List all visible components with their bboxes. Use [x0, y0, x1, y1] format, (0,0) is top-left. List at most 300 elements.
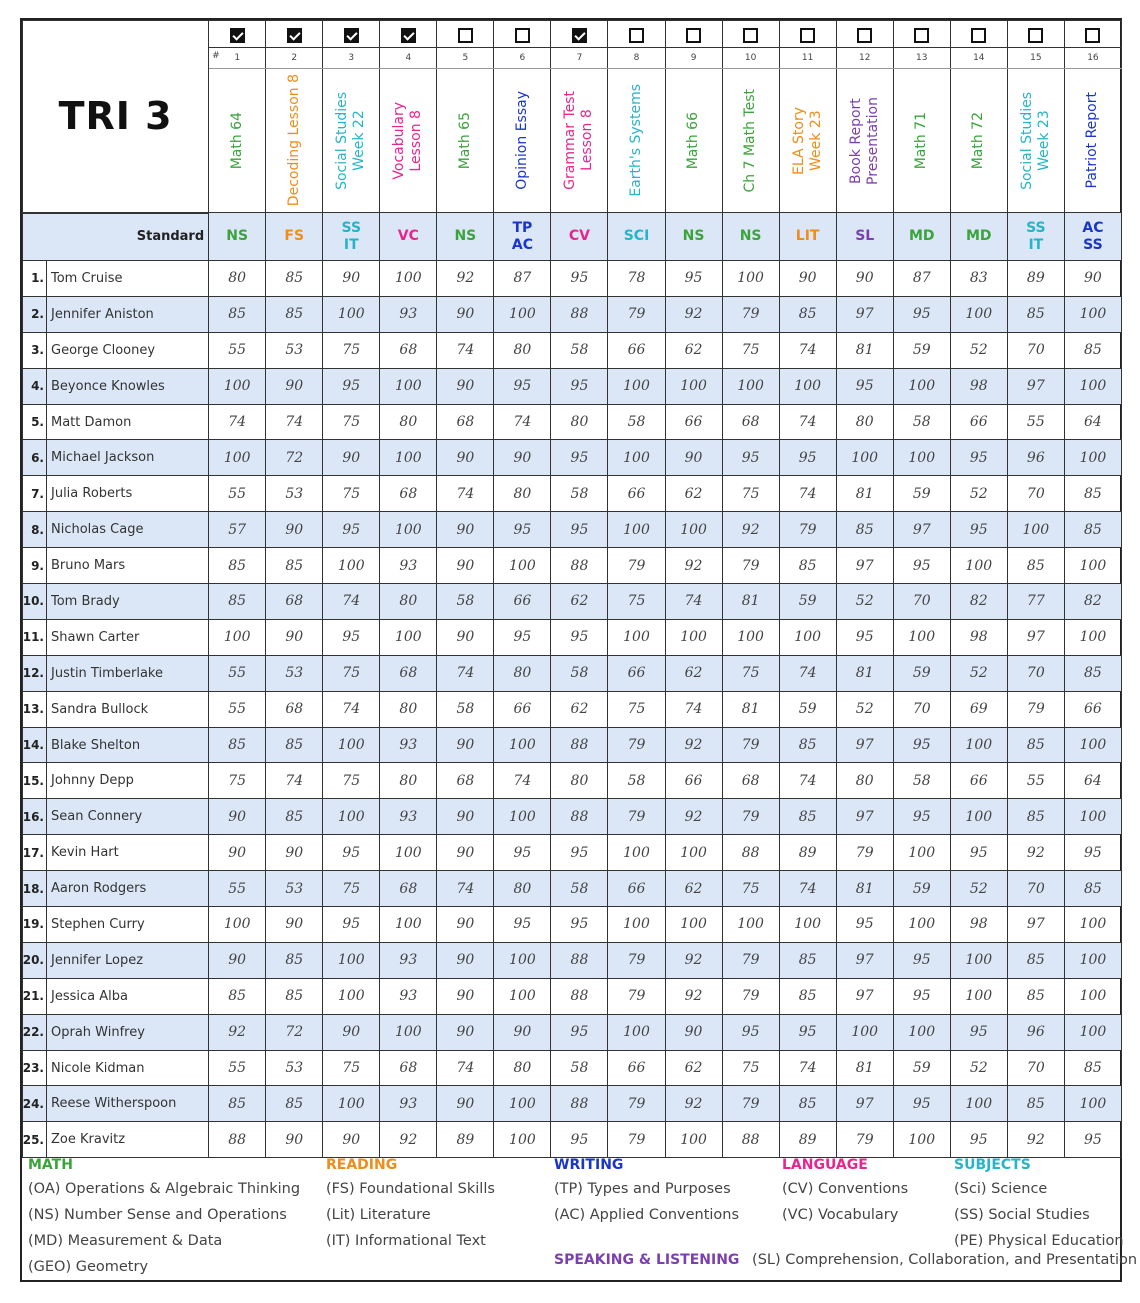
score-cell[interactable]: 90 [437, 978, 494, 1014]
score-cell[interactable]: 81 [722, 584, 779, 620]
score-cell[interactable]: 92 [665, 727, 722, 763]
score-cell[interactable]: 88 [209, 1122, 266, 1158]
score-cell[interactable]: 80 [494, 476, 551, 512]
score-cell[interactable]: 90 [209, 942, 266, 978]
score-cell[interactable]: 93 [380, 978, 437, 1014]
score-cell[interactable]: 85 [779, 799, 836, 835]
score-cell[interactable]: 74 [665, 691, 722, 727]
score-cell[interactable]: 100 [665, 907, 722, 943]
score-cell[interactable]: 85 [266, 1086, 323, 1122]
score-cell[interactable]: 58 [551, 871, 608, 907]
score-cell[interactable]: 92 [665, 799, 722, 835]
score-cell[interactable]: 100 [950, 942, 1007, 978]
score-cell[interactable]: 100 [836, 1014, 893, 1050]
score-cell[interactable]: 80 [836, 763, 893, 799]
score-cell[interactable]: 95 [494, 368, 551, 404]
score-cell[interactable]: 52 [950, 655, 1007, 691]
score-cell[interactable]: 53 [266, 1050, 323, 1086]
score-cell[interactable]: 58 [893, 404, 950, 440]
unchecked-checkbox[interactable] [1085, 28, 1100, 43]
score-cell[interactable]: 85 [1007, 978, 1064, 1014]
score-cell[interactable]: 100 [1064, 978, 1121, 1014]
score-cell[interactable]: 93 [380, 942, 437, 978]
score-cell[interactable]: 100 [893, 1122, 950, 1158]
score-cell[interactable]: 85 [1064, 655, 1121, 691]
score-cell[interactable]: 75 [323, 763, 380, 799]
score-cell[interactable]: 59 [893, 476, 950, 512]
score-cell[interactable]: 85 [266, 548, 323, 584]
score-cell[interactable]: 90 [437, 799, 494, 835]
score-cell[interactable]: 53 [266, 332, 323, 368]
score-cell[interactable]: 59 [779, 584, 836, 620]
score-cell[interactable]: 95 [836, 907, 893, 943]
score-cell[interactable]: 95 [494, 512, 551, 548]
score-cell[interactable]: 90 [779, 261, 836, 297]
score-cell[interactable]: 97 [836, 548, 893, 584]
score-cell[interactable]: 100 [494, 1122, 551, 1158]
score-cell[interactable]: 90 [437, 835, 494, 871]
score-cell[interactable]: 100 [950, 548, 1007, 584]
score-cell[interactable]: 90 [437, 548, 494, 584]
score-cell[interactable]: 100 [323, 548, 380, 584]
score-cell[interactable]: 53 [266, 871, 323, 907]
score-cell[interactable]: 100 [665, 368, 722, 404]
score-cell[interactable]: 75 [722, 476, 779, 512]
score-cell[interactable]: 58 [608, 763, 665, 799]
unchecked-checkbox[interactable] [800, 28, 815, 43]
score-cell[interactable]: 89 [779, 1122, 836, 1158]
score-cell[interactable]: 100 [1064, 907, 1121, 943]
score-cell[interactable]: 100 [779, 368, 836, 404]
score-cell[interactable]: 100 [608, 907, 665, 943]
score-cell[interactable]: 95 [893, 548, 950, 584]
unchecked-checkbox[interactable] [515, 28, 530, 43]
score-cell[interactable]: 95 [722, 1014, 779, 1050]
score-cell[interactable]: 75 [608, 691, 665, 727]
score-cell[interactable]: 100 [608, 440, 665, 476]
score-cell[interactable]: 100 [494, 1086, 551, 1122]
score-cell[interactable]: 79 [722, 799, 779, 835]
score-cell[interactable]: 74 [437, 332, 494, 368]
score-cell[interactable]: 79 [722, 727, 779, 763]
score-cell[interactable]: 88 [551, 799, 608, 835]
score-cell[interactable]: 100 [665, 835, 722, 871]
checked-checkbox[interactable] [572, 28, 587, 43]
score-cell[interactable]: 90 [266, 835, 323, 871]
score-cell[interactable]: 80 [551, 404, 608, 440]
score-cell[interactable]: 68 [266, 691, 323, 727]
score-cell[interactable]: 92 [380, 1122, 437, 1158]
score-cell[interactable]: 90 [266, 619, 323, 655]
score-cell[interactable]: 69 [950, 691, 1007, 727]
score-cell[interactable]: 89 [779, 835, 836, 871]
score-cell[interactable]: 100 [380, 368, 437, 404]
score-cell[interactable]: 66 [608, 476, 665, 512]
score-cell[interactable]: 79 [608, 1122, 665, 1158]
score-cell[interactable]: 81 [722, 691, 779, 727]
score-cell[interactable]: 90 [437, 942, 494, 978]
score-cell[interactable]: 80 [380, 404, 437, 440]
score-cell[interactable]: 89 [437, 1122, 494, 1158]
score-cell[interactable]: 100 [1064, 296, 1121, 332]
score-cell[interactable]: 85 [779, 296, 836, 332]
score-cell[interactable]: 85 [1064, 512, 1121, 548]
unchecked-checkbox[interactable] [629, 28, 644, 43]
score-cell[interactable]: 68 [380, 332, 437, 368]
score-cell[interactable]: 100 [665, 619, 722, 655]
score-cell[interactable]: 72 [266, 1014, 323, 1050]
score-cell[interactable]: 79 [608, 296, 665, 332]
score-cell[interactable]: 74 [437, 476, 494, 512]
score-cell[interactable]: 59 [893, 871, 950, 907]
score-cell[interactable]: 75 [209, 763, 266, 799]
score-cell[interactable]: 92 [665, 942, 722, 978]
score-cell[interactable]: 100 [1064, 1086, 1121, 1122]
score-cell[interactable]: 90 [437, 1086, 494, 1122]
score-cell[interactable]: 74 [437, 871, 494, 907]
score-cell[interactable]: 95 [893, 296, 950, 332]
score-cell[interactable]: 95 [950, 1014, 1007, 1050]
score-cell[interactable]: 97 [836, 727, 893, 763]
score-cell[interactable]: 75 [722, 871, 779, 907]
score-cell[interactable]: 100 [494, 727, 551, 763]
score-cell[interactable]: 80 [494, 871, 551, 907]
score-cell[interactable]: 88 [551, 942, 608, 978]
score-cell[interactable]: 95 [950, 1122, 1007, 1158]
score-cell[interactable]: 81 [836, 871, 893, 907]
unchecked-checkbox[interactable] [857, 28, 872, 43]
score-cell[interactable]: 85 [209, 584, 266, 620]
unchecked-checkbox[interactable] [458, 28, 473, 43]
score-cell[interactable]: 68 [437, 763, 494, 799]
score-cell[interactable]: 75 [323, 871, 380, 907]
score-cell[interactable]: 62 [665, 871, 722, 907]
checked-checkbox[interactable] [287, 28, 302, 43]
score-cell[interactable]: 59 [893, 655, 950, 691]
score-cell[interactable]: 88 [722, 1122, 779, 1158]
score-cell[interactable]: 85 [1007, 548, 1064, 584]
score-cell[interactable]: 95 [551, 907, 608, 943]
score-cell[interactable]: 95 [893, 978, 950, 1014]
score-cell[interactable]: 88 [551, 1086, 608, 1122]
score-cell[interactable]: 100 [323, 942, 380, 978]
score-cell[interactable]: 95 [551, 1014, 608, 1050]
score-cell[interactable]: 80 [551, 763, 608, 799]
score-cell[interactable]: 77 [1007, 584, 1064, 620]
score-cell[interactable]: 70 [1007, 1050, 1064, 1086]
score-cell[interactable]: 100 [608, 619, 665, 655]
score-cell[interactable]: 100 [608, 1014, 665, 1050]
score-cell[interactable]: 75 [323, 1050, 380, 1086]
checked-checkbox[interactable] [230, 28, 245, 43]
score-cell[interactable]: 68 [380, 871, 437, 907]
score-cell[interactable]: 92 [209, 1014, 266, 1050]
score-cell[interactable]: 58 [551, 476, 608, 512]
score-cell[interactable]: 79 [608, 727, 665, 763]
score-cell[interactable]: 100 [494, 799, 551, 835]
score-cell[interactable]: 85 [1007, 727, 1064, 763]
score-cell[interactable]: 85 [1064, 871, 1121, 907]
score-cell[interactable]: 55 [209, 871, 266, 907]
score-cell[interactable]: 81 [836, 655, 893, 691]
score-cell[interactable]: 57 [209, 512, 266, 548]
score-cell[interactable]: 79 [722, 548, 779, 584]
score-cell[interactable]: 95 [323, 368, 380, 404]
score-cell[interactable]: 52 [836, 584, 893, 620]
score-cell[interactable]: 72 [266, 440, 323, 476]
score-cell[interactable]: 100 [950, 1086, 1007, 1122]
score-cell[interactable]: 55 [209, 476, 266, 512]
score-cell[interactable]: 66 [608, 655, 665, 691]
score-cell[interactable]: 100 [608, 835, 665, 871]
score-cell[interactable]: 92 [665, 978, 722, 1014]
score-cell[interactable]: 52 [950, 1050, 1007, 1086]
score-cell[interactable]: 55 [209, 691, 266, 727]
score-cell[interactable]: 100 [950, 978, 1007, 1014]
score-cell[interactable]: 100 [779, 619, 836, 655]
score-cell[interactable]: 100 [950, 296, 1007, 332]
score-cell[interactable]: 53 [266, 655, 323, 691]
score-cell[interactable]: 90 [323, 1014, 380, 1050]
score-cell[interactable]: 98 [950, 619, 1007, 655]
score-cell[interactable]: 95 [551, 368, 608, 404]
score-cell[interactable]: 87 [494, 261, 551, 297]
score-cell[interactable]: 80 [209, 261, 266, 297]
score-cell[interactable]: 85 [779, 978, 836, 1014]
score-cell[interactable]: 100 [1064, 440, 1121, 476]
score-cell[interactable]: 90 [266, 907, 323, 943]
score-cell[interactable]: 100 [665, 512, 722, 548]
score-cell[interactable]: 74 [209, 404, 266, 440]
score-cell[interactable]: 100 [722, 368, 779, 404]
score-cell[interactable]: 95 [722, 440, 779, 476]
score-cell[interactable]: 95 [323, 512, 380, 548]
score-cell[interactable]: 100 [209, 619, 266, 655]
score-cell[interactable]: 74 [323, 584, 380, 620]
checked-checkbox[interactable] [401, 28, 416, 43]
score-cell[interactable]: 80 [494, 1050, 551, 1086]
score-cell[interactable]: 79 [722, 942, 779, 978]
score-cell[interactable]: 92 [665, 548, 722, 584]
score-cell[interactable]: 90 [323, 440, 380, 476]
score-cell[interactable]: 90 [437, 619, 494, 655]
score-cell[interactable]: 85 [1007, 942, 1064, 978]
score-cell[interactable]: 75 [323, 404, 380, 440]
score-cell[interactable]: 74 [779, 763, 836, 799]
score-cell[interactable]: 90 [665, 440, 722, 476]
score-cell[interactable]: 79 [836, 835, 893, 871]
score-cell[interactable]: 100 [323, 296, 380, 332]
score-cell[interactable]: 93 [380, 799, 437, 835]
score-cell[interactable]: 85 [1064, 332, 1121, 368]
score-cell[interactable]: 52 [950, 476, 1007, 512]
score-cell[interactable]: 97 [836, 296, 893, 332]
score-cell[interactable]: 97 [836, 978, 893, 1014]
score-cell[interactable]: 74 [779, 1050, 836, 1086]
score-cell[interactable]: 95 [950, 440, 1007, 476]
score-cell[interactable]: 85 [266, 799, 323, 835]
score-cell[interactable]: 62 [665, 655, 722, 691]
score-cell[interactable]: 82 [950, 584, 1007, 620]
score-cell[interactable]: 90 [323, 261, 380, 297]
score-cell[interactable]: 58 [437, 691, 494, 727]
score-cell[interactable]: 97 [836, 799, 893, 835]
score-cell[interactable]: 100 [323, 799, 380, 835]
score-cell[interactable]: 92 [665, 1086, 722, 1122]
score-cell[interactable]: 79 [608, 799, 665, 835]
score-cell[interactable]: 79 [608, 978, 665, 1014]
score-cell[interactable]: 62 [665, 476, 722, 512]
score-cell[interactable]: 100 [1064, 368, 1121, 404]
score-cell[interactable]: 88 [722, 835, 779, 871]
score-cell[interactable]: 85 [266, 727, 323, 763]
score-cell[interactable]: 90 [494, 440, 551, 476]
unchecked-checkbox[interactable] [686, 28, 701, 43]
score-cell[interactable]: 100 [209, 907, 266, 943]
score-cell[interactable]: 98 [950, 368, 1007, 404]
score-cell[interactable]: 95 [893, 727, 950, 763]
score-cell[interactable]: 95 [551, 440, 608, 476]
score-cell[interactable]: 64 [1064, 763, 1121, 799]
score-cell[interactable]: 100 [380, 619, 437, 655]
score-cell[interactable]: 100 [380, 835, 437, 871]
score-cell[interactable]: 58 [608, 404, 665, 440]
score-cell[interactable]: 68 [380, 476, 437, 512]
score-cell[interactable]: 80 [494, 332, 551, 368]
score-cell[interactable]: 90 [437, 296, 494, 332]
score-cell[interactable]: 90 [323, 1122, 380, 1158]
score-cell[interactable]: 74 [665, 584, 722, 620]
score-cell[interactable]: 97 [1007, 907, 1064, 943]
score-cell[interactable]: 62 [551, 584, 608, 620]
score-cell[interactable]: 100 [380, 512, 437, 548]
score-cell[interactable]: 85 [209, 296, 266, 332]
score-cell[interactable]: 75 [722, 655, 779, 691]
score-cell[interactable]: 70 [1007, 655, 1064, 691]
score-cell[interactable]: 85 [1007, 799, 1064, 835]
score-cell[interactable]: 90 [437, 1014, 494, 1050]
score-cell[interactable]: 90 [209, 799, 266, 835]
score-cell[interactable]: 85 [1007, 1086, 1064, 1122]
score-cell[interactable]: 90 [1064, 261, 1121, 297]
score-cell[interactable]: 100 [893, 835, 950, 871]
score-cell[interactable]: 79 [722, 296, 779, 332]
score-cell[interactable]: 66 [665, 404, 722, 440]
score-cell[interactable]: 100 [1064, 619, 1121, 655]
score-cell[interactable]: 52 [950, 332, 1007, 368]
score-cell[interactable]: 92 [1007, 1122, 1064, 1158]
score-cell[interactable]: 75 [323, 476, 380, 512]
score-cell[interactable]: 59 [893, 1050, 950, 1086]
score-cell[interactable]: 95 [779, 440, 836, 476]
score-cell[interactable]: 85 [836, 512, 893, 548]
score-cell[interactable]: 79 [722, 978, 779, 1014]
score-cell[interactable]: 92 [437, 261, 494, 297]
checked-checkbox[interactable] [344, 28, 359, 43]
score-cell[interactable]: 100 [722, 619, 779, 655]
score-cell[interactable]: 75 [323, 332, 380, 368]
score-cell[interactable]: 88 [551, 727, 608, 763]
score-cell[interactable]: 92 [665, 296, 722, 332]
score-cell[interactable]: 95 [323, 619, 380, 655]
score-cell[interactable]: 95 [836, 619, 893, 655]
score-cell[interactable]: 93 [380, 296, 437, 332]
score-cell[interactable]: 95 [551, 1122, 608, 1158]
score-cell[interactable]: 95 [323, 907, 380, 943]
score-cell[interactable]: 100 [380, 907, 437, 943]
score-cell[interactable]: 85 [266, 296, 323, 332]
score-cell[interactable]: 97 [836, 942, 893, 978]
score-cell[interactable]: 59 [779, 691, 836, 727]
score-cell[interactable]: 58 [551, 332, 608, 368]
score-cell[interactable]: 95 [551, 619, 608, 655]
score-cell[interactable]: 66 [494, 691, 551, 727]
score-cell[interactable]: 66 [608, 332, 665, 368]
score-cell[interactable]: 79 [836, 1122, 893, 1158]
score-cell[interactable]: 100 [893, 907, 950, 943]
score-cell[interactable]: 55 [1007, 404, 1064, 440]
score-cell[interactable]: 100 [722, 907, 779, 943]
unchecked-checkbox[interactable] [1028, 28, 1043, 43]
score-cell[interactable]: 95 [551, 261, 608, 297]
score-cell[interactable]: 74 [779, 332, 836, 368]
score-cell[interactable]: 79 [608, 548, 665, 584]
score-cell[interactable]: 62 [665, 332, 722, 368]
score-cell[interactable]: 95 [950, 835, 1007, 871]
score-cell[interactable]: 53 [266, 476, 323, 512]
score-cell[interactable]: 85 [779, 942, 836, 978]
score-cell[interactable]: 85 [779, 727, 836, 763]
score-cell[interactable]: 75 [722, 1050, 779, 1086]
score-cell[interactable]: 100 [893, 619, 950, 655]
score-cell[interactable]: 95 [494, 619, 551, 655]
score-cell[interactable]: 80 [380, 584, 437, 620]
score-cell[interactable]: 100 [950, 799, 1007, 835]
score-cell[interactable]: 90 [266, 512, 323, 548]
score-cell[interactable]: 74 [779, 476, 836, 512]
score-cell[interactable]: 80 [494, 655, 551, 691]
score-cell[interactable]: 100 [1064, 799, 1121, 835]
score-cell[interactable]: 55 [209, 332, 266, 368]
score-cell[interactable]: 95 [494, 907, 551, 943]
score-cell[interactable]: 68 [722, 763, 779, 799]
score-cell[interactable]: 95 [779, 1014, 836, 1050]
score-cell[interactable]: 95 [1064, 1122, 1121, 1158]
score-cell[interactable]: 68 [437, 404, 494, 440]
score-cell[interactable]: 100 [494, 978, 551, 1014]
score-cell[interactable]: 85 [1064, 1050, 1121, 1086]
score-cell[interactable]: 85 [209, 727, 266, 763]
score-cell[interactable]: 83 [950, 261, 1007, 297]
score-cell[interactable]: 85 [1064, 476, 1121, 512]
score-cell[interactable]: 85 [209, 1086, 266, 1122]
score-cell[interactable]: 81 [836, 332, 893, 368]
score-cell[interactable]: 66 [950, 763, 1007, 799]
score-cell[interactable]: 66 [665, 763, 722, 799]
score-cell[interactable]: 90 [266, 1122, 323, 1158]
score-cell[interactable]: 95 [551, 835, 608, 871]
score-cell[interactable]: 100 [1007, 512, 1064, 548]
score-cell[interactable]: 92 [1007, 835, 1064, 871]
score-cell[interactable]: 100 [893, 1014, 950, 1050]
score-cell[interactable]: 62 [665, 1050, 722, 1086]
score-cell[interactable]: 52 [836, 691, 893, 727]
score-cell[interactable]: 95 [836, 368, 893, 404]
score-cell[interactable]: 85 [266, 261, 323, 297]
score-cell[interactable]: 74 [779, 655, 836, 691]
score-cell[interactable]: 58 [893, 763, 950, 799]
score-cell[interactable]: 58 [551, 1050, 608, 1086]
